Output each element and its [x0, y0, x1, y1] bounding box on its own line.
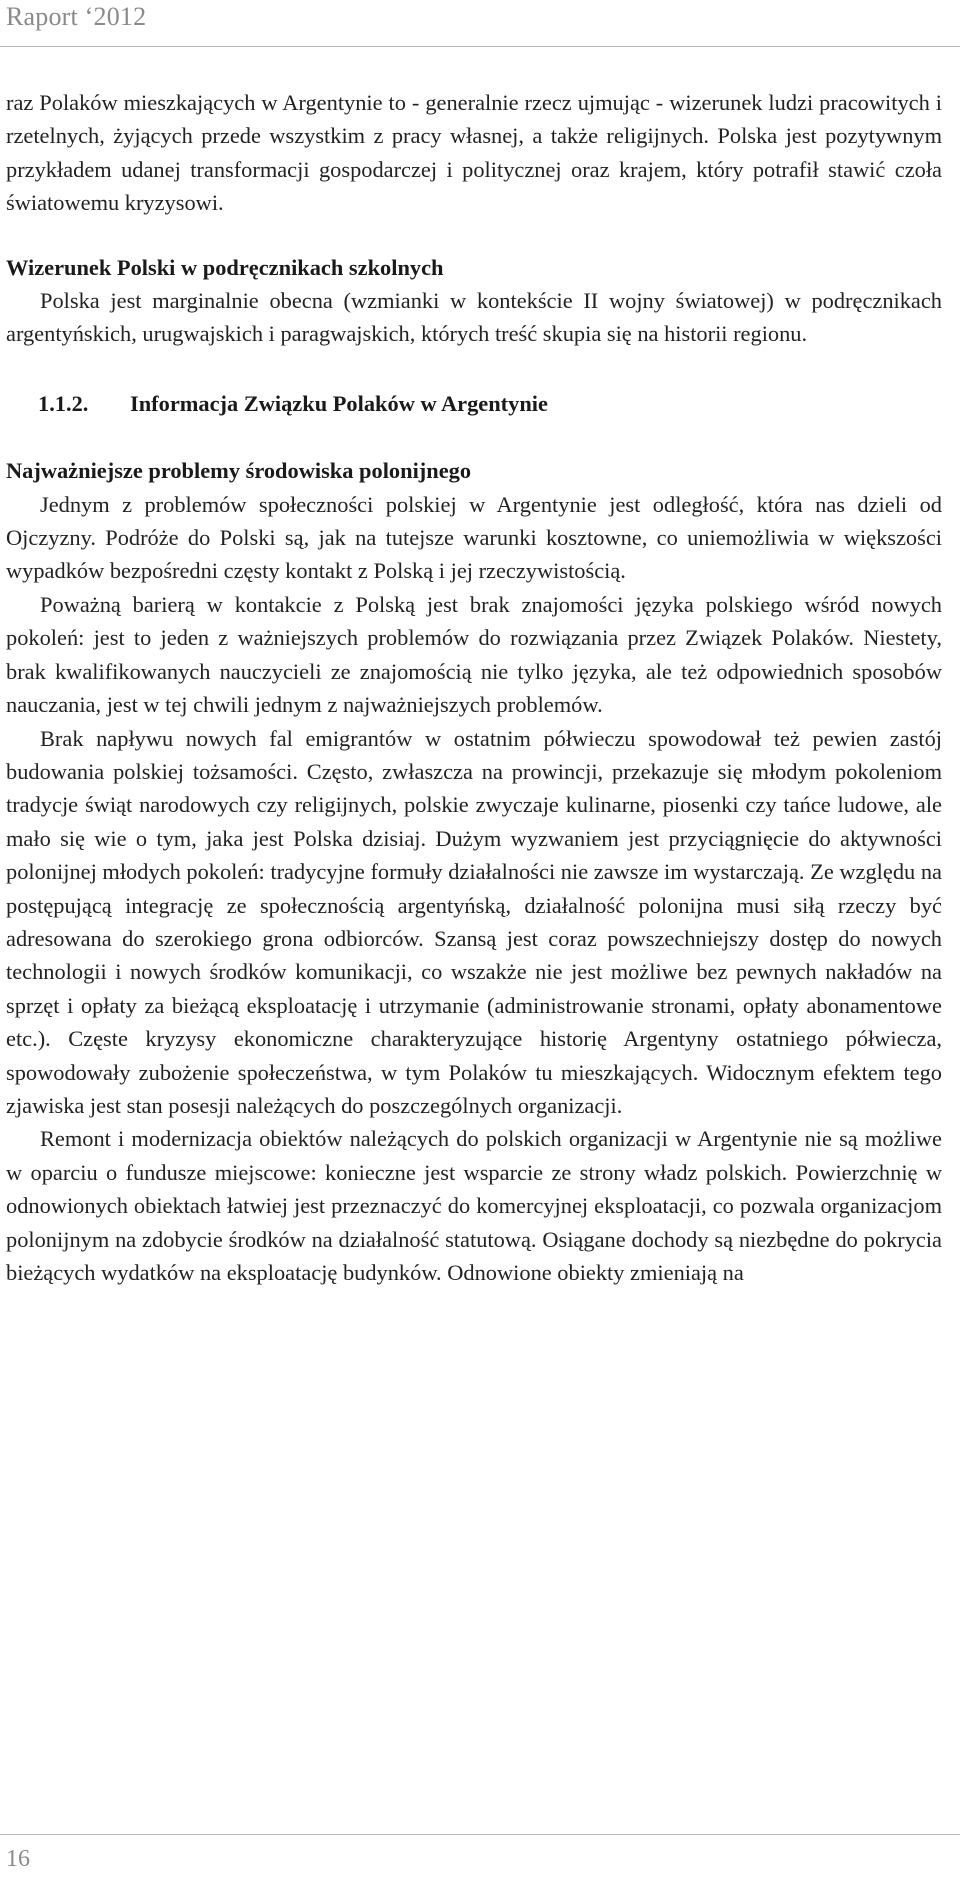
section-number: 1.1.2. [38, 390, 89, 416]
running-header: Raport ‘2012 [6, 2, 147, 31]
spacer [6, 220, 942, 251]
problems-paragraph-1: Jednym z problemów społeczności polskiej w Argentynie jest odległość, która nas dzieli od Ojczyzny. Podróże do Polski są, jak na tutejsze warunki kosztowne, co uniemożliwia w większości wypadków bezpośredni częsty kontakt z Polską i jej rzeczywistością. [6, 491, 942, 584]
page-number: 16 [6, 1846, 30, 1872]
spacer [6, 420, 942, 454]
problems-paragraph-3: Brak napływu nowych fal emigrantów w ostatnim półwieczu spowodował też pewien zastój budowania polskiej tożsamości. Często, zwłaszcza na prowincji, przekazuje się młodym pokoleniom tradycje świąt narodowych czy religijnych, polskie zwyczaje kulinarne, piosenki czy tańce ludowe, ale mało się wie o tym, jaka jest Polska dzisiaj. Dużym wyzwaniem jest przyciągnięcie do aktywności polonijnej młodych pokoleń: tradycyjne formuły działalności nie zawsze im wystarczają. Ze względu na postępującą integrację ze społecznością argentyńską, działalność polonijna musi siłą rzeczy być adresowana do szerokiego grona odbiorców. Szansą jest coraz powszechniejszy dostęp do nowych technologii i nowych środków komunikacji, co wszakże nie jest możliwe bez pewnych nakładów na sprzęt i opłaty za bieżącą eksploatację i utrzymanie (administrowanie stronami, opłaty abonamentowe etc.). Częste kryzysy ekonomiczne charakteryzujące historię Argentyny ostatniego półwiecza, spowodowały zubożenie społeczeństwa, w tym Polaków tu mieszkających. Widocznym efektem tego zjawiska jest stan posesji należących do poszczególnych organizacji. [6, 725, 942, 1118]
problems-heading: Najważniejsze problemy środowiska polonijnego [6, 458, 472, 484]
page-body [6, 86, 942, 1289]
footer-divider [0, 1834, 960, 1835]
intro-paragraph: raz Polaków mieszkających w Argentynie to - generalnie rzecz ujmując - wizerunek ludzi pracowitych i rzetelnych, żyjących przede wszystkim z pracy własnej, a także religijnych. Polska jest pozytywnym przykładem udanej transformacji gospodarczej i politycznej oraz krajem, który potrafił stawić czoła światowemu kryzysowi. [6, 90, 942, 216]
section-heading [6, 387, 942, 420]
textbooks-heading: Wizerunek Polski w podręcznikach szkolnych [6, 254, 444, 280]
problems-paragraph-2: Poważną barierą w kontakcie z Polską jest brak znajomości języka polskiego wśród nowych pokoleń: jest to jeden z ważniejszych problemów do rozwiązania przez Związek Polaków. Niestety, brak kwalifikowanych nauczycieli ze znajomością nie tylko języka, ale też odpowiednich sposobów nauczania, jest w tej chwili jednym z najważniejszych problemów. [6, 591, 942, 718]
section-title: Informacja Związku Polaków w Argentynie [130, 390, 548, 416]
spacer [6, 351, 942, 387]
header-divider [0, 46, 960, 47]
problems-paragraph-4: Remont i modernizacja obiektów należących do polskich organizacji w Argentynie nie są możliwe w oparciu o fundusze miejscowe: konieczne jest wsparcie ze strony władz polskich. Powierzchnię w odnowionych obiektach łatwiej jest przeznaczyć do komercyjnej eksploatacji, co pozwala organizacjom polonijnym na zdobycie środków na działalność statutową. Osiągane dochody są niezbędne do pokrycia bieżących wydatków na eksploatację budynków. Odnowione obiekty zmieniają na [6, 1126, 942, 1285]
textbooks-paragraph: Polska jest marginalnie obecna (wzmianki w kontekście II wojny światowej) w podręcznikach argentyńskich, urugwajskich i paragwajskich, których treść skupia się na historii regionu. [6, 288, 942, 347]
